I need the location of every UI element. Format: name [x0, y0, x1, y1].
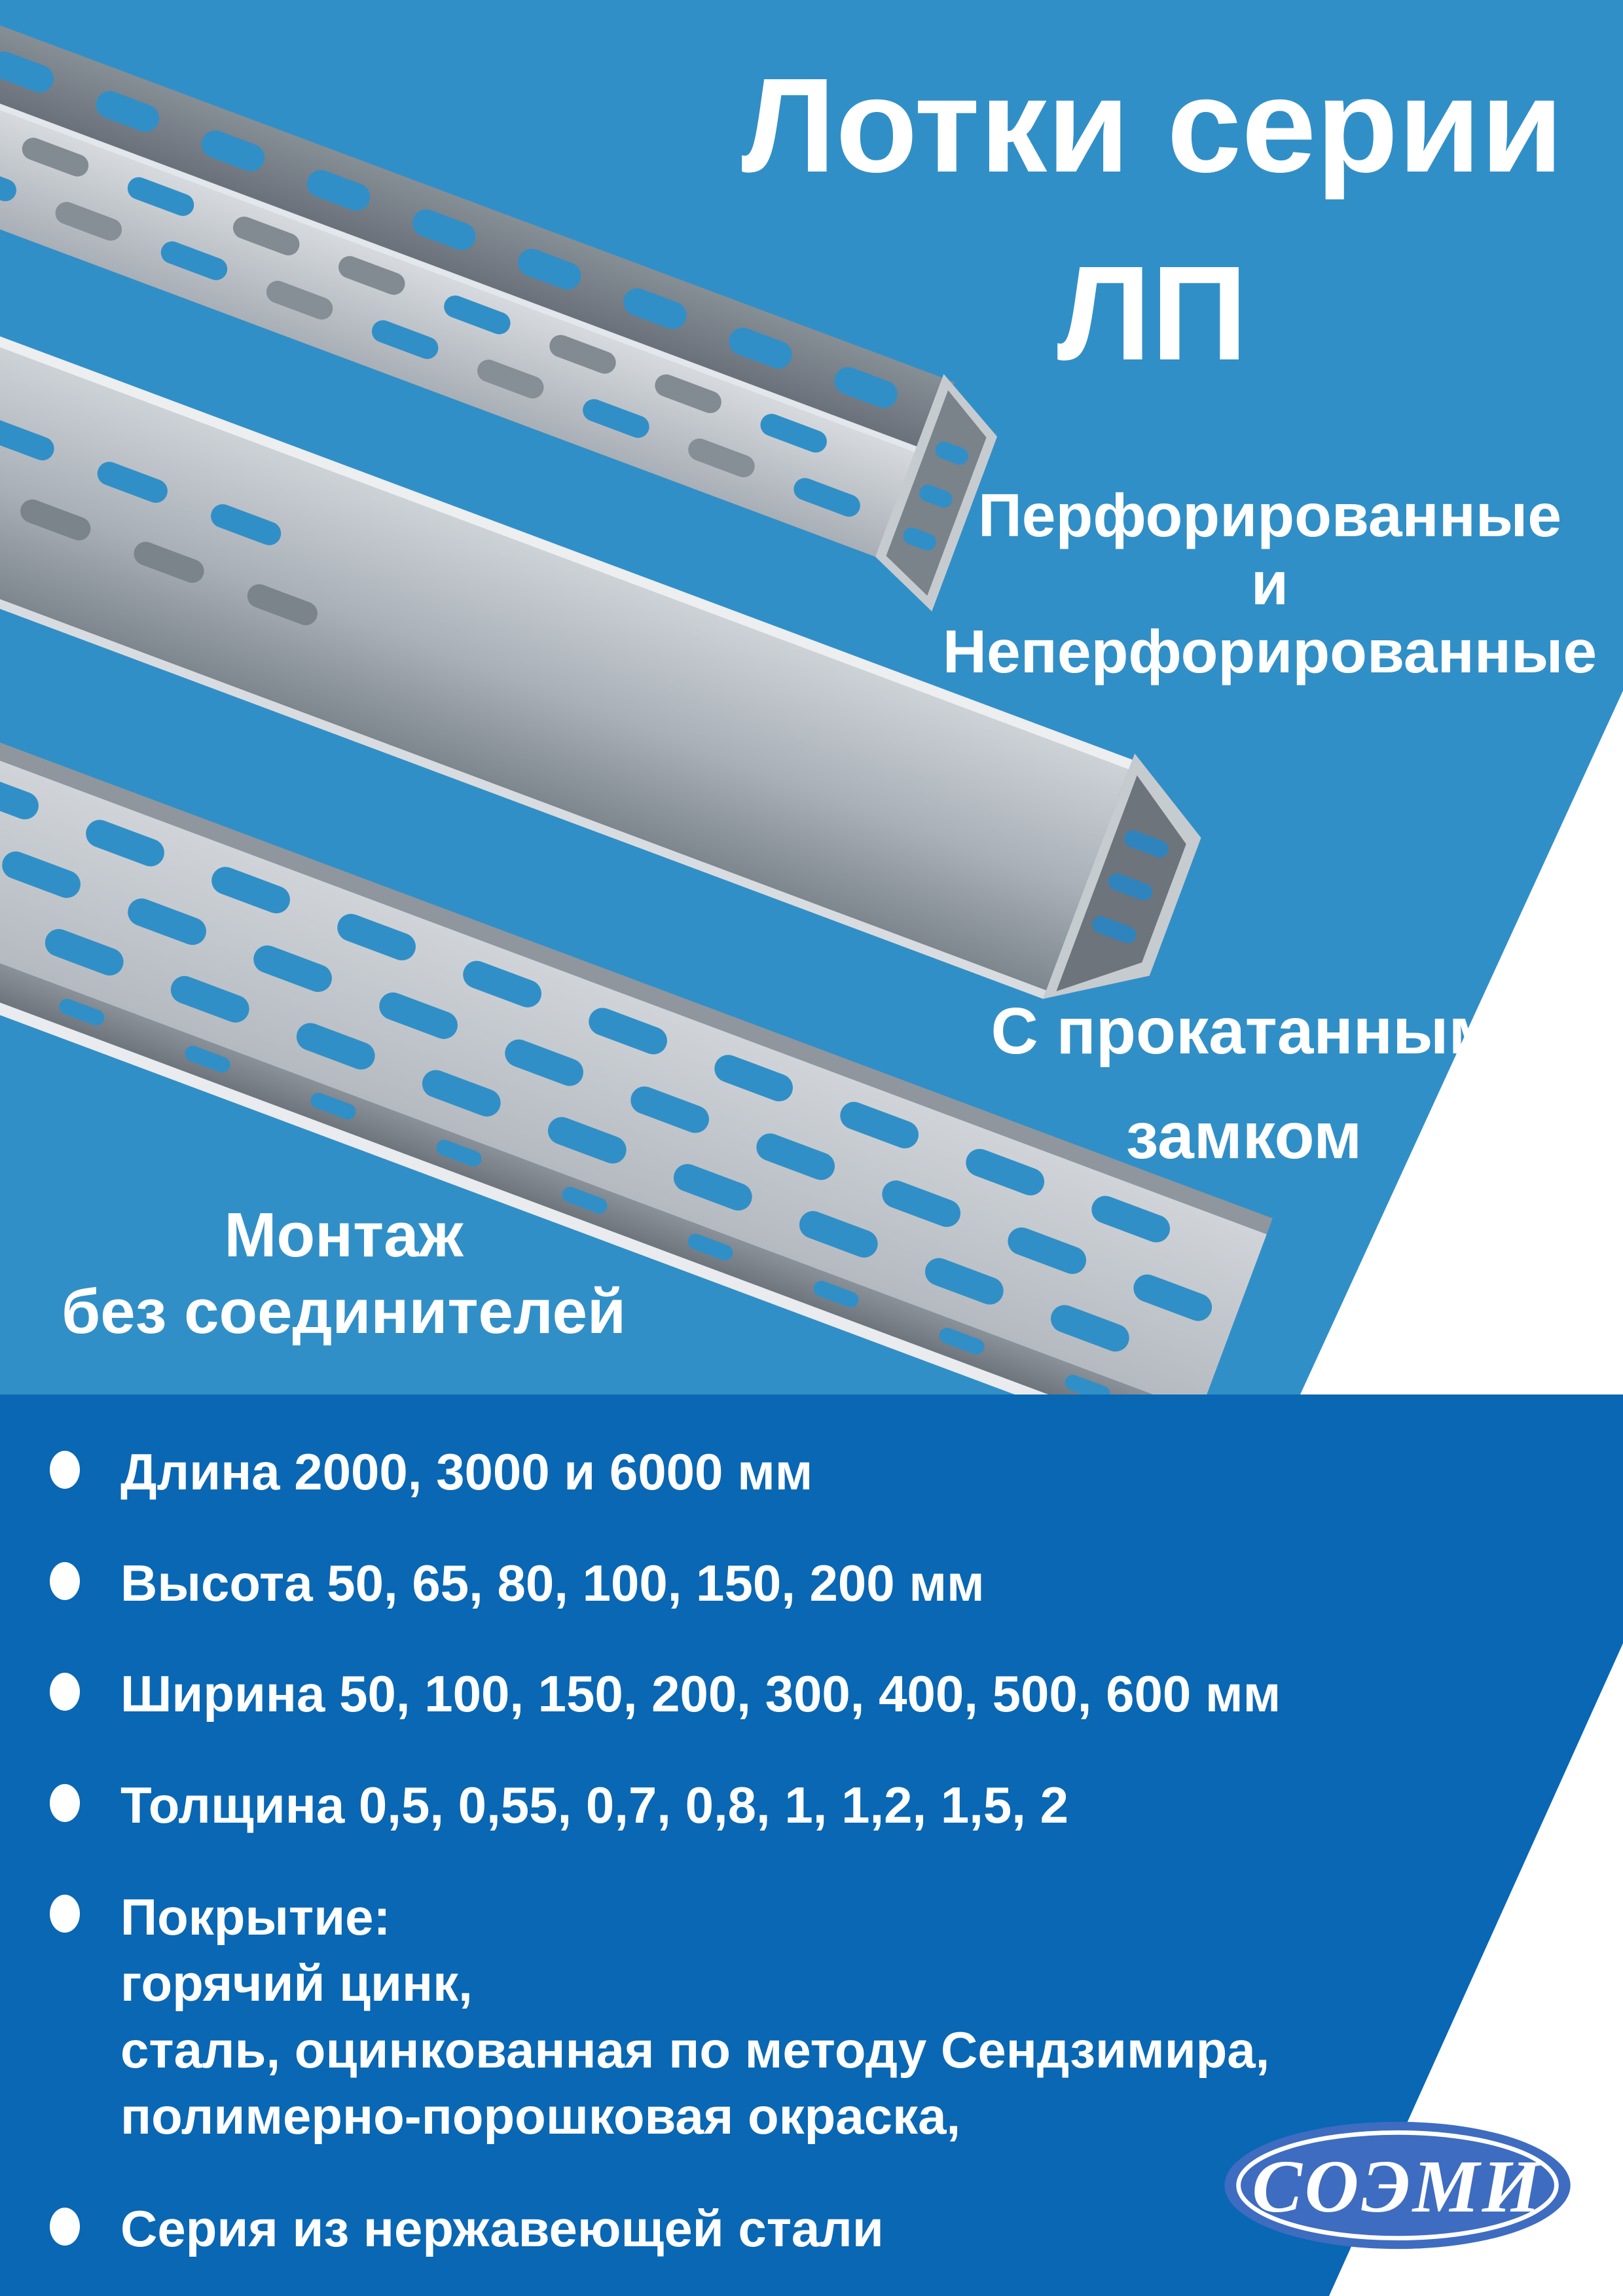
spec-item-thickness-text: Толщина 0,5, 0,55, 0,7, 0,8, 1, 1,2, 1,5, 2 [120, 1776, 1069, 1834]
coating-line-1: Покрытие: [120, 1888, 391, 1946]
spec-item-coating-lines [120, 1884, 1269, 2150]
bullet-dot-icon [50, 1451, 80, 1489]
spec-item-coating [41, 1884, 1603, 2150]
spec-item-height [41, 1552, 1603, 1616]
soemi-logo [1219, 2119, 1576, 2252]
label-rolled-lock-line1: С прокатанным [991, 994, 1497, 1068]
label-mount-line2: без соединителей [62, 1277, 626, 1347]
label-perforated-line3: Неперфорированные [942, 617, 1597, 686]
spec-item-stainless-text: Серия из нержавеющей стали [120, 2199, 884, 2257]
label-perforated [917, 481, 1623, 685]
bullet-dot-icon [50, 1895, 80, 1933]
spec-item-length-text: Длина 2000, 3000 и 6000 мм [120, 1443, 813, 1501]
bullet-dot-icon [50, 2208, 80, 2246]
label-perforated-line1: Перфорированные [977, 481, 1562, 549]
spec-item-height-text: Высота 50, 65, 80, 100, 150, 200 мм [120, 1554, 985, 1612]
bullet-dot-icon [50, 1562, 80, 1600]
page-title-line1: Лотки серии [741, 50, 1563, 200]
bullet-dot-icon [50, 1673, 80, 1711]
coating-line-4: полимерно-порошковая окраска, [120, 2087, 961, 2145]
coating-line-2: горячий цинк, [120, 1954, 473, 2013]
soemi-logo-text: СОЭМИ [1252, 2144, 1543, 2228]
page-title [707, 31, 1597, 407]
label-rolled-lock [936, 979, 1552, 1188]
spec-item-width [41, 1662, 1603, 1726]
label-perforated-line2: и [1250, 549, 1289, 618]
spec-item-width-text: Ширина 50, 100, 150, 200, 300, 400, 500, 600 мм [120, 1665, 1281, 1722]
spec-item-thickness [41, 1774, 1603, 1838]
page-title-line2: ЛП [1057, 238, 1248, 388]
label-rolled-lock-line2: замком [1125, 1099, 1362, 1173]
label-mount [20, 1197, 668, 1350]
bullet-dot-icon [50, 1784, 80, 1822]
spec-item-length [41, 1440, 1603, 1504]
coating-line-3: сталь, оцинкованная по методу Сендзимира, [120, 2020, 1270, 2079]
label-mount-line1: Монтаж [224, 1200, 464, 1270]
